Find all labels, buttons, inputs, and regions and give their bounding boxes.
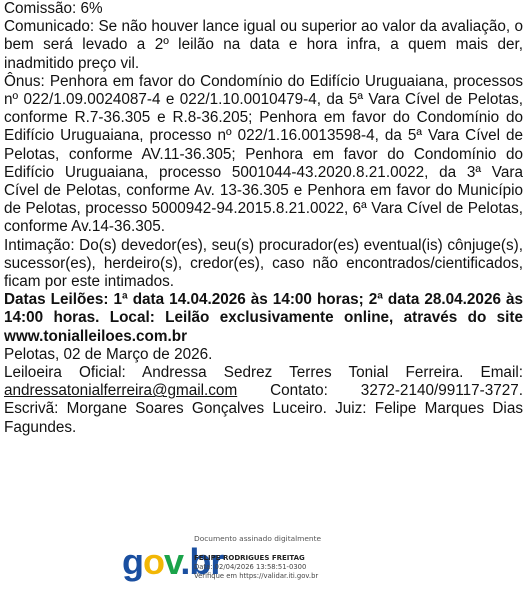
auction-dates-text: Datas Leilões: 1ª data 14.04.2026 às 14:00 horas; 2ª data 28.04.2026 às 14:00 horas. Local: Leilão exclusivamente online, através do site www.tonialleiloes.com.br: [4, 291, 523, 345]
commission-text: Comissão: 6%: [4, 0, 103, 17]
signature-date: Data: 02/04/2026 13:58:51-0300: [194, 563, 307, 571]
place-date-text: Pelotas, 02 de Março de 2026.: [4, 345, 213, 363]
signature-verify-link[interactable]: Verifique em https://validar.iti.gov.br: [194, 572, 319, 580]
communique-text: Comunicado: Se não houver lance igual ou superior ao valor da avaliação, o bem será levado a 2º leilão na data e hora infra, a quem mais der, inadmitido preço vil.: [4, 18, 523, 72]
auctioneer-prefix: Leiloeira Oficial: Andressa Sedrez Terres Tonial Ferreira. Email:: [4, 364, 523, 382]
summons-text: Intimação: Do(s) devedor(es), seu(s) procurador(es) eventual(is) cônjuge(s), sucessor(es), herdeiro(s), credor(es), caso não encontrados/cientificados, ficam por este intimados.: [4, 236, 523, 291]
digital-signature-stamp: [122, 532, 412, 596]
auctioneer-paragraph: [4, 364, 523, 437]
signature-details: [194, 534, 412, 581]
govbr-logo: gov.br: [122, 541, 224, 582]
signature-title: Documento assinado digitalmente: [194, 534, 322, 543]
auctioneer-suffix: Contato: 3272-2140/99117-3727. Escrivã: Morgane Soares Gonçalves Luceiro. Juiz: Felipe Marques Dias Fagundes.: [4, 382, 523, 436]
notice-document: [4, 0, 523, 437]
encumbrances-text: Ônus: Penhora em favor do Condomínio do Edifício Uruguaiana, processos nº 022/1.09.0024087-4 e 022/1.10.0010479-4, da 5ª Vara Cível de Pelotas, conforme R.7-36.305 e R.8-36.205; Penhora em favor do Condomínio do Edifício Uruguaiana, processo nº 022/1.16.0013598-4, da 5ª Vara Cível de Pelotas, conforme AV.11-36.305; Penhora em favor do Condomínio do Edifício Uruguaiana, processo 5001044-43.2020.8.21.0022, da 3ª Vara Cível de Pelotas, conforme Av. 13-36.305 e Penhora em favor do Município de Pelotas, processo 5000942-94.2015.8.21.0022, 6ª Vara Cível de Pelotas, conforme Av.14-36.305.: [4, 72, 523, 236]
auctioneer-email-link[interactable]: andressatonialferreira@gmail.com: [4, 382, 238, 400]
signer-name: FELIPE RODRIGUES FREITAG: [194, 554, 305, 562]
